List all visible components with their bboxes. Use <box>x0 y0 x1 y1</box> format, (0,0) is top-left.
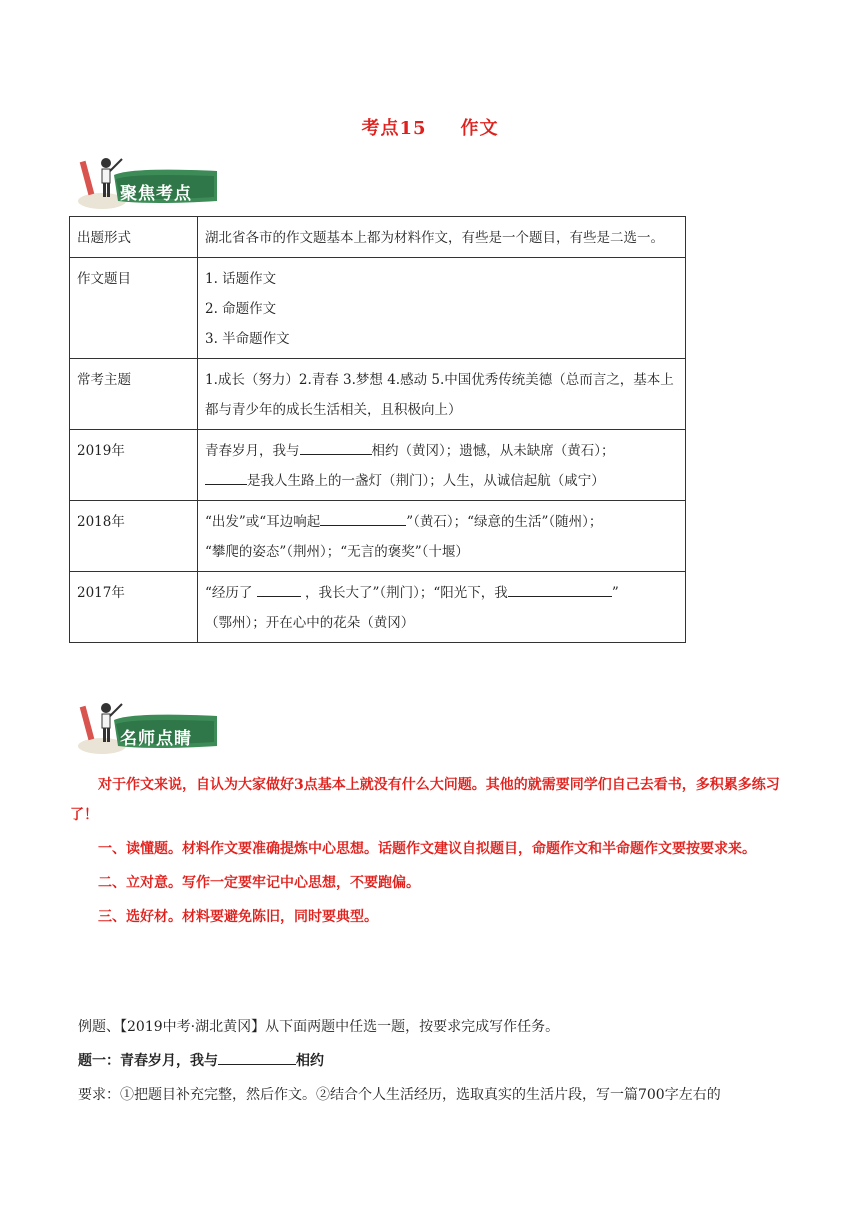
fill-blank <box>508 580 612 597</box>
table-row <box>70 217 686 258</box>
table-row <box>70 430 686 501</box>
teacher-tips <box>70 770 790 936</box>
table-row <box>70 258 686 359</box>
row-content: 湖北省各市的作文题基本上都为材料作文，有些是一个题目，有些是二选一。 <box>198 217 686 258</box>
focus-points-label: 聚焦考点 <box>120 184 192 204</box>
title-topic-name: 作文 <box>460 118 499 139</box>
row-content: 1. 话题作文 2. 命题作文 3. 半命题作文 <box>198 258 686 359</box>
focus-points-badge <box>72 153 222 213</box>
table-row <box>70 501 686 572</box>
fill-blank <box>205 468 247 485</box>
teacher-tips-badge <box>72 698 222 758</box>
row-content: “经历了 ，我长大了”（荆门）；“阳光下，我 ” （鄂州）；开在心中的花朵（黄冈） <box>198 572 686 643</box>
tip-paragraph: 三、选好材。材料要避免陈旧，同时要典型。 <box>98 909 378 925</box>
example-question <box>78 1012 790 1114</box>
row-content: “出发”或“耳边响起 ”（黄石）；“绿意的生活”（随州）； “攀爬的姿态”（荆州）；“无言的褒奖”（十堰） <box>198 501 686 572</box>
exam-info-table <box>69 216 686 643</box>
title-topic-number: 考点15 <box>361 118 427 139</box>
row-label: 出题形式 <box>70 217 198 258</box>
tip-paragraph: 一、读懂题。材料作文要准确提炼中心思想。话题作文建议自拟题目，命题作文和半命题作文要按要求来。 <box>98 841 756 857</box>
tip-paragraph: 对于作文来说，自认为大家做好3点基本上就没有什么大问题。其他的就需要同学们自己去看书，多积累多练习了！ <box>70 777 780 823</box>
row-content: 1.成长（努力）2.青春 3.梦想 4.感动 5.中国优秀传统美德（总而言之，基本上都与青少年的成长生活相关，且积极向上） <box>198 359 686 430</box>
table-row <box>70 359 686 430</box>
table-row <box>70 572 686 643</box>
row-label: 2018年 <box>70 501 198 572</box>
row-label: 常考主题 <box>70 359 198 430</box>
row-content: 青春岁月，我与 相约（黄冈）；遗憾，从未缺席（黄石）； 是我人生路上的一盏灯（荆门）；人生，从诚信起航（咸宁） <box>198 430 686 501</box>
example-requirement: 要求：①把题目补充完整，然后作文。②结合个人生活经历，选取真实的生活片段，写一篇700字左右的 <box>78 1087 721 1103</box>
fill-blank <box>218 1048 296 1065</box>
fill-blank <box>257 580 301 597</box>
row-label: 作文题目 <box>70 258 198 359</box>
fill-blank <box>300 438 372 455</box>
row-label: 2017年 <box>70 572 198 643</box>
example-intro: 例题、【2019中考·湖北黄冈】从下面两题中任选一题，按要求完成写作任务。 <box>78 1019 560 1035</box>
fill-blank <box>320 509 406 526</box>
tip-paragraph: 二、立对意。写作一定要牢记中心思想，不要跑偏。 <box>98 875 420 891</box>
example-topic: 题一：青春岁月，我与 相约 <box>78 1046 790 1076</box>
teacher-tips-label: 名师点睛 <box>120 729 192 749</box>
page-title <box>0 114 860 140</box>
row-label: 2019年 <box>70 430 198 501</box>
